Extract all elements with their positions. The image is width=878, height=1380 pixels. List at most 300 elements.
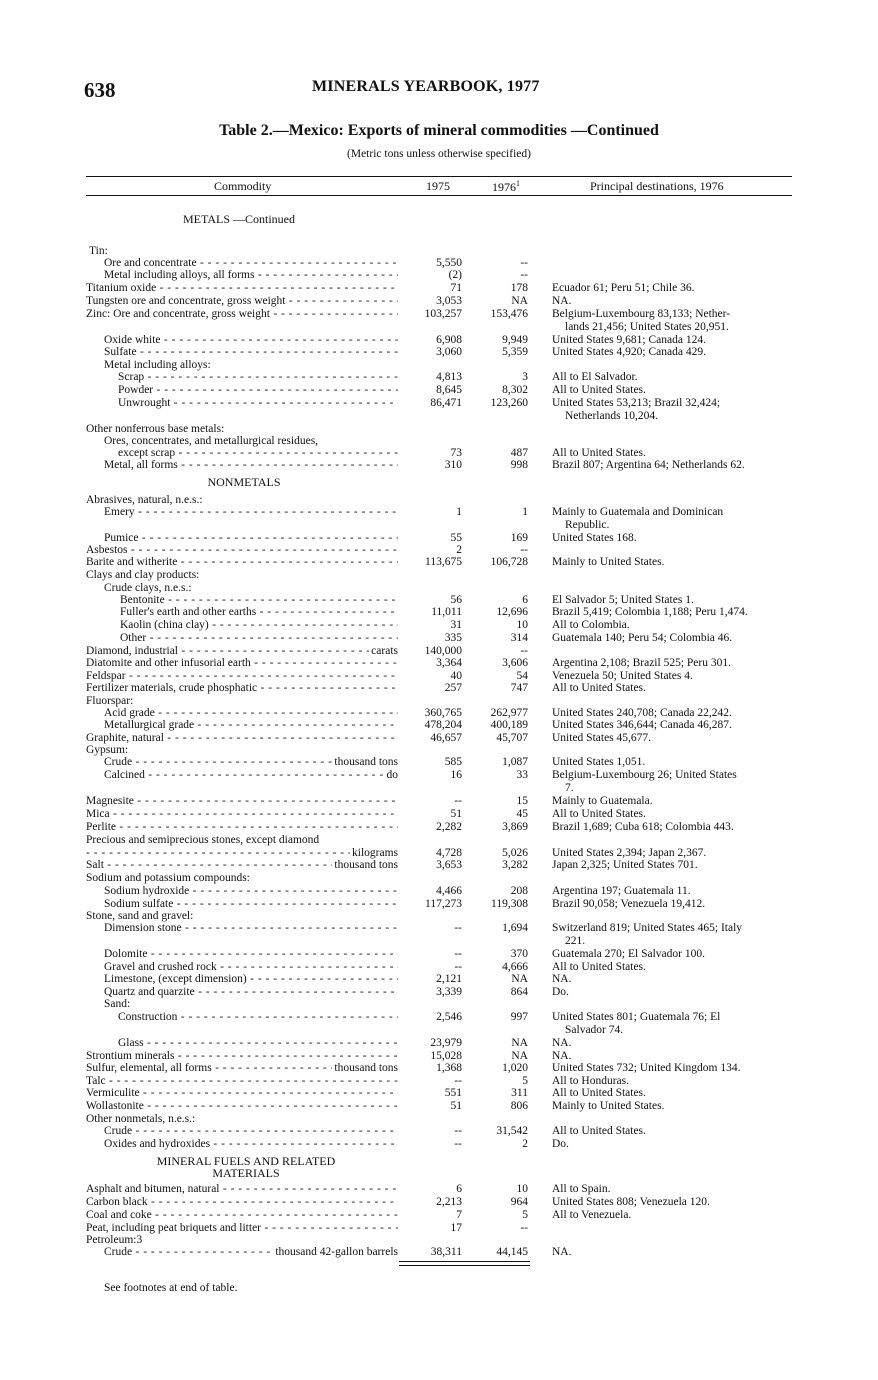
commodity-name: Ores, concentrates, and metallurgical residues,	[104, 435, 319, 447]
commodity-name: Coal and coke	[86, 1209, 152, 1221]
destinations-continued: Netherlands 10,204.	[565, 410, 658, 422]
commodity-label	[104, 459, 398, 471]
commodity-name: Sodium sulfate	[104, 898, 174, 910]
table-row	[0, 1062, 878, 1074]
value-1976: 370	[510, 948, 528, 960]
commodity-name: Other nonferrous base metals:	[86, 423, 225, 435]
destinations: El Salvador 5; United States 1.	[552, 594, 694, 606]
value-1975: --	[454, 795, 462, 807]
commodity-name: Wollastonite	[86, 1100, 144, 1112]
destinations: Argentina 197; Guatemala 11.	[552, 885, 691, 897]
commodity-name: Crude	[104, 1246, 133, 1258]
commodity-label	[86, 859, 398, 871]
table-row	[0, 872, 878, 884]
commodity-name: Gypsum:	[86, 744, 129, 756]
table-row	[0, 645, 878, 657]
unit-label: thousand 42-gallon barrels	[275, 1246, 398, 1258]
destinations: Japan 2,325; United States 701.	[552, 859, 698, 871]
table-row	[0, 269, 878, 281]
commodity-name: Acid grade	[104, 707, 155, 719]
commodity-label	[86, 834, 406, 846]
commodity-label	[104, 986, 398, 998]
table-row	[0, 657, 878, 669]
table-row	[0, 859, 878, 871]
table-row	[0, 308, 878, 333]
value-1975: 3,060	[436, 346, 462, 358]
commodity-label	[86, 1087, 398, 1099]
commodity-name: Oxides and hydroxides	[104, 1138, 211, 1150]
table-row	[0, 359, 878, 371]
table-row	[0, 1050, 878, 1062]
value-1975: 2	[456, 544, 462, 556]
commodity-name: Tungsten ore and concentrate, gross weight	[86, 295, 286, 307]
table-row	[0, 532, 878, 544]
table-row	[0, 1011, 878, 1036]
commodity-label	[118, 1037, 398, 1049]
header-rule-top	[86, 176, 792, 177]
unit-label: thousand tons	[334, 859, 398, 871]
unit-label: thousand tons	[334, 1062, 398, 1074]
commodity-name: Emery	[104, 506, 135, 518]
table-row	[0, 397, 878, 422]
commodity-name: Precious and semiprecious stones, except diamond	[86, 834, 320, 846]
commodity-label	[118, 397, 398, 409]
table-row	[0, 435, 878, 447]
commodity-label	[104, 922, 398, 934]
commodity-name: Titanium oxide	[86, 282, 157, 294]
commodity-name: Sand:	[104, 998, 131, 1010]
commodity-name: Sodium and potassium compounds:	[86, 872, 250, 884]
table-row	[0, 1113, 878, 1125]
table-row	[0, 619, 878, 631]
commodity-label	[86, 1062, 398, 1074]
commodity-label	[86, 670, 398, 682]
table-row	[0, 384, 878, 396]
table-row	[0, 295, 878, 307]
destinations: Argentina 2,108; Brazil 525; Peru 301.	[552, 657, 731, 669]
commodity-name: Metal, all forms	[104, 459, 178, 471]
destinations: Brazil 1,689; Cuba 618; Colombia 443.	[552, 821, 734, 833]
table-row	[0, 682, 878, 694]
table-row	[0, 1209, 878, 1221]
value-1976: 998	[510, 459, 528, 471]
value-1975: 8,645	[436, 384, 462, 396]
table-row	[0, 769, 878, 794]
commodity-name: Other nonmetals, n.e.s.:	[86, 1113, 196, 1125]
value-1976: 1	[522, 506, 528, 518]
table-row	[0, 744, 878, 756]
commodity-label	[86, 282, 398, 294]
destinations: Brazil 90,058; Venezuela 19,412.	[552, 898, 706, 910]
value-1975: 73	[450, 447, 462, 459]
commodity-label	[104, 257, 398, 269]
table-row	[0, 719, 878, 731]
footnote-reference: See footnotes at end of table.	[104, 1282, 238, 1294]
commodity-name: Tin:	[89, 245, 108, 257]
commodity-label	[86, 1222, 398, 1234]
table-row	[0, 632, 878, 644]
value-1976: 54	[516, 670, 528, 682]
destinations: All to Colombia.	[552, 619, 630, 631]
value-1975: 478,204	[424, 719, 462, 731]
commodity-name: Sodium hydroxide	[104, 885, 190, 897]
value-1976: 1,020	[502, 1062, 528, 1074]
value-1976: NA	[511, 1037, 528, 1049]
commodity-label	[118, 1011, 398, 1023]
unit-label: do	[386, 769, 398, 781]
destinations-continued: Republic.	[565, 519, 610, 531]
destinations-continued: lands 21,456; United States 20,951.	[565, 321, 729, 333]
value-1976: 106,728	[490, 556, 528, 568]
destinations: Mainly to Guatemala.	[552, 795, 653, 807]
table-row	[0, 459, 878, 471]
commodity-label	[86, 1075, 398, 1087]
section-fuels-line1: MINERAL FUELS AND RELATED	[156, 1154, 336, 1168]
commodity-label	[104, 961, 398, 973]
table-row	[0, 910, 878, 922]
value-1976: 5,026	[502, 847, 528, 859]
table-row	[0, 1100, 878, 1112]
value-1976: 9,949	[502, 334, 528, 346]
destinations: Do.	[552, 1138, 569, 1150]
value-1975: 3,364	[436, 657, 462, 669]
unit-label: thousand tons	[334, 756, 398, 768]
table-row	[0, 670, 878, 682]
value-1975: 103,257	[424, 308, 462, 320]
value-1976: 8,302	[502, 384, 528, 396]
commodity-label	[104, 973, 398, 985]
commodity-name: Asbestos	[86, 544, 128, 556]
value-1976: 262,977	[490, 707, 528, 719]
table-row	[0, 282, 878, 294]
table-row	[0, 795, 878, 807]
value-1976: --	[520, 1222, 528, 1234]
destinations: United States 4,920; Canada 429.	[552, 346, 706, 358]
commodity-label	[104, 269, 398, 281]
value-1975: 55	[450, 532, 462, 544]
destinations: All to United States.	[552, 384, 646, 396]
header-rule-bottom	[86, 195, 792, 196]
destinations: United States 808; Venezuela 120.	[552, 1196, 710, 1208]
commodity-name: Salt	[86, 859, 104, 871]
destinations: United States 1,051.	[552, 756, 646, 768]
value-1976: 208	[510, 885, 528, 897]
value-1975: 7	[456, 1209, 462, 1221]
value-1976: --	[520, 544, 528, 556]
commodity-name: Bentonite	[120, 594, 165, 606]
table-row	[0, 695, 878, 707]
value-1975: 5,550	[436, 257, 462, 269]
commodity-name: Dimension stone	[104, 922, 182, 934]
commodity-label	[104, 506, 398, 518]
commodity-name: Oxide white	[104, 334, 161, 346]
table-row	[0, 494, 878, 506]
commodity-label	[86, 910, 406, 922]
commodity-label	[104, 346, 398, 358]
commodity-name: Zinc: Ore and concentrate, gross weight	[86, 308, 270, 320]
table-row	[0, 569, 878, 581]
value-1975: 2,282	[436, 821, 462, 833]
value-1975: 1	[456, 506, 462, 518]
commodity-name: Sulfate	[104, 346, 137, 358]
destinations-continued: Salvador 74.	[565, 1024, 624, 1036]
destinations: Mainly to Guatemala and Dominican	[552, 506, 724, 518]
commodity-label	[86, 423, 406, 435]
table-row	[0, 506, 878, 531]
commodity-name: Other	[120, 632, 147, 644]
table-row	[0, 245, 878, 257]
value-1976: 4,666	[502, 961, 528, 973]
value-1976: 45,707	[496, 732, 528, 744]
table-row	[0, 1222, 878, 1234]
commodity-name: except scrap	[118, 447, 176, 459]
commodity-label	[104, 582, 424, 594]
table-row	[0, 986, 878, 998]
table-row	[0, 257, 878, 269]
commodity-label	[86, 1100, 398, 1112]
table-row	[0, 1075, 878, 1087]
table-row	[0, 732, 878, 744]
commodity-name: Abrasives, natural, n.e.s.:	[86, 494, 203, 506]
value-1975: 310	[444, 459, 462, 471]
value-1976: 314	[510, 632, 528, 644]
commodity-label	[86, 1234, 406, 1246]
header-commodity: Commodity	[214, 179, 272, 193]
commodity-name: Carbon black	[86, 1196, 148, 1208]
commodity-name: Limestone, (except dimension)	[104, 973, 247, 985]
commodity-name: Powder	[118, 384, 154, 396]
section-metals: METALS —Continued	[182, 212, 296, 226]
destinations: NA.	[552, 973, 572, 985]
value-1976: 123,260	[490, 397, 528, 409]
commodity-label	[104, 769, 398, 781]
destinations: United States 2,394; Japan 2,367.	[552, 847, 707, 859]
table-row	[0, 371, 878, 383]
destinations: All to United States.	[552, 447, 646, 459]
destinations: NA.	[552, 1037, 572, 1049]
value-1975: 16	[450, 769, 462, 781]
commodity-name: Petroleum:3	[86, 1234, 143, 1246]
table-row	[0, 1183, 878, 1195]
value-1975: --	[454, 948, 462, 960]
table-row	[0, 922, 878, 947]
value-1976: NA	[511, 973, 528, 985]
commodity-name: Construction	[118, 1011, 178, 1023]
value-1975: 17	[450, 1222, 462, 1234]
commodity-label	[86, 821, 398, 833]
value-1975: 31	[450, 619, 462, 631]
destinations: Brazil 5,419; Colombia 1,188; Peru 1,474.	[552, 606, 748, 618]
value-1976: 3,606	[502, 657, 528, 669]
commodity-label	[86, 544, 398, 556]
value-1975: --	[454, 1138, 462, 1150]
commodity-label	[86, 556, 398, 568]
value-1975: 113,675	[425, 556, 462, 568]
table-row	[0, 1196, 878, 1208]
commodity-label	[86, 645, 398, 657]
value-1976: 3,869	[502, 821, 528, 833]
table-row	[0, 594, 878, 606]
destinations: NA.	[552, 1050, 572, 1062]
commodity-name: Metallurgical grade	[104, 719, 195, 731]
destinations: All to Honduras.	[552, 1075, 629, 1087]
destinations: United States 53,213; Brazil 32,424;	[552, 397, 721, 409]
commodity-name: Vermiculite	[86, 1087, 140, 1099]
table-row	[0, 821, 878, 833]
table-row	[0, 948, 878, 960]
commodity-label	[104, 334, 398, 346]
value-1975: 335	[444, 632, 462, 644]
destinations: Guatemala 140; Peru 54; Colombia 46.	[552, 632, 733, 644]
value-1976: 178	[510, 282, 528, 294]
value-1976: 997	[510, 1011, 528, 1023]
value-1976: 12,696	[496, 606, 528, 618]
destinations: All to El Salvador.	[552, 371, 638, 383]
commodity-name: Talc	[86, 1075, 106, 1087]
value-1975: 23,979	[430, 1037, 462, 1049]
commodity-label	[104, 898, 398, 910]
table-row	[0, 334, 878, 346]
commodity-name: Ore and concentrate	[104, 257, 197, 269]
value-1976: 44,145	[496, 1246, 528, 1258]
page-number: 638	[84, 78, 116, 102]
value-1975: 51	[450, 808, 462, 820]
commodity-label	[86, 1196, 398, 1208]
destinations: All to United States.	[552, 1087, 646, 1099]
commodity-name: Gravel and crushed rock	[104, 961, 217, 973]
commodity-label	[86, 295, 398, 307]
value-1976: 119,308	[491, 898, 528, 910]
commodity-name: Metal including alloys, all forms	[104, 269, 255, 281]
destinations-continued: 221.	[565, 935, 586, 947]
destinations: Ecuador 61; Peru 51; Chile 36.	[552, 282, 695, 294]
value-1976: 45	[516, 808, 528, 820]
value-1975: 15,028	[430, 1050, 462, 1062]
value-1975: --	[454, 961, 462, 973]
destinations: All to Spain.	[552, 1183, 611, 1195]
section-nonmetals: NONMETALS	[207, 475, 281, 489]
commodity-name: Calcined	[104, 769, 145, 781]
commodity-label	[104, 885, 398, 897]
value-1975: 6,908	[436, 334, 462, 346]
commodity-name: Magnesite	[86, 795, 134, 807]
table-row	[0, 998, 878, 1010]
destinations: Mainly to United States.	[552, 556, 665, 568]
commodity-label	[104, 435, 424, 447]
table-row	[0, 556, 878, 568]
destinations: United States 732; United Kingdom 134.	[552, 1062, 741, 1074]
commodity-name: Glass	[118, 1037, 144, 1049]
value-1975: 6	[456, 1183, 462, 1195]
unit-label: kilograms	[352, 847, 398, 859]
value-1975: (2)	[448, 269, 462, 281]
table-row	[0, 346, 878, 358]
table-row	[0, 961, 878, 973]
commodity-name: Crude clays, n.e.s.:	[104, 582, 192, 594]
commodity-name: Kaolin (china clay)	[120, 619, 209, 631]
value-1976: 487	[510, 447, 528, 459]
table-row	[0, 834, 878, 846]
value-1975: --	[454, 922, 462, 934]
destinations: Switzerland 819; United States 465; Italy	[552, 922, 743, 934]
value-1976: 6	[522, 594, 528, 606]
commodity-name: Barite and witherite	[86, 556, 178, 568]
commodity-label	[118, 371, 398, 383]
destinations: Guatemala 270; El Salvador 100.	[552, 948, 705, 960]
commodity-name: Metal including alloys:	[104, 359, 211, 371]
commodity-label	[86, 657, 398, 669]
value-1976: 31,542	[496, 1125, 528, 1137]
value-1976: 311	[511, 1087, 528, 1099]
table-row	[0, 1246, 878, 1258]
value-1975: 360,765	[424, 707, 462, 719]
commodity-name: Peat, including peat briquets and litter	[86, 1222, 262, 1234]
commodity-label	[86, 494, 406, 506]
value-1976: 1,694	[502, 922, 528, 934]
commodity-name: Crude	[104, 1125, 133, 1137]
value-1975: 56	[450, 594, 462, 606]
destinations: United States 168.	[552, 532, 637, 544]
destinations: All to United States.	[552, 961, 646, 973]
commodity-label	[120, 594, 398, 606]
table-row	[0, 582, 878, 594]
commodity-name: Perlite	[86, 821, 117, 833]
commodity-label	[104, 1125, 398, 1137]
destinations: United States 346,644; Canada 46,287.	[552, 719, 732, 731]
commodity-label	[86, 569, 406, 581]
value-1976: --	[520, 269, 528, 281]
commodity-label	[86, 795, 398, 807]
destinations: Belgium-Luxembourg 83,133; Nether-	[552, 308, 731, 320]
table-row	[0, 1138, 878, 1150]
commodity-name: Scrap	[118, 371, 145, 383]
destinations: Do.	[552, 986, 569, 998]
commodity-name: Feldspar	[86, 670, 126, 682]
value-1976: --	[520, 645, 528, 657]
commodity-name: Strontium minerals	[86, 1050, 175, 1062]
commodity-label	[86, 744, 406, 756]
value-1976: 5	[522, 1075, 528, 1087]
table-row	[0, 885, 878, 897]
table-row	[0, 1234, 878, 1246]
commodity-name: Diamond, industrial	[86, 645, 178, 657]
commodity-name: Asphalt and bitumen, natural	[86, 1183, 220, 1195]
table-subtitle: (Metric tons unless otherwise specified)	[347, 148, 531, 160]
commodity-label	[86, 847, 398, 859]
value-1976: 3,282	[502, 859, 528, 871]
commodity-name: Dolomite	[104, 948, 148, 960]
total-double-rule	[399, 1261, 530, 1266]
destinations: All to United States.	[552, 808, 646, 820]
section-fuels-line2: MATERIALS	[212, 1166, 280, 1180]
table-row	[0, 1125, 878, 1137]
table-row	[0, 973, 878, 985]
table-row	[0, 808, 878, 820]
commodity-name: Mica	[86, 808, 110, 820]
destinations: United States 240,708; Canada 22,242.	[552, 707, 732, 719]
value-1976: 15	[516, 795, 528, 807]
value-1975: 551	[444, 1087, 462, 1099]
destinations: Belgium-Luxembourg 26; United States	[552, 769, 737, 781]
commodity-label	[86, 682, 398, 694]
commodity-label	[86, 1209, 398, 1221]
commodity-label	[104, 948, 398, 960]
value-1976: 806	[510, 1100, 528, 1112]
commodity-name: Fuller's earth and other earths	[120, 606, 257, 618]
value-1976: 10	[516, 619, 528, 631]
commodity-label	[86, 1050, 398, 1062]
commodity-label	[86, 695, 406, 707]
